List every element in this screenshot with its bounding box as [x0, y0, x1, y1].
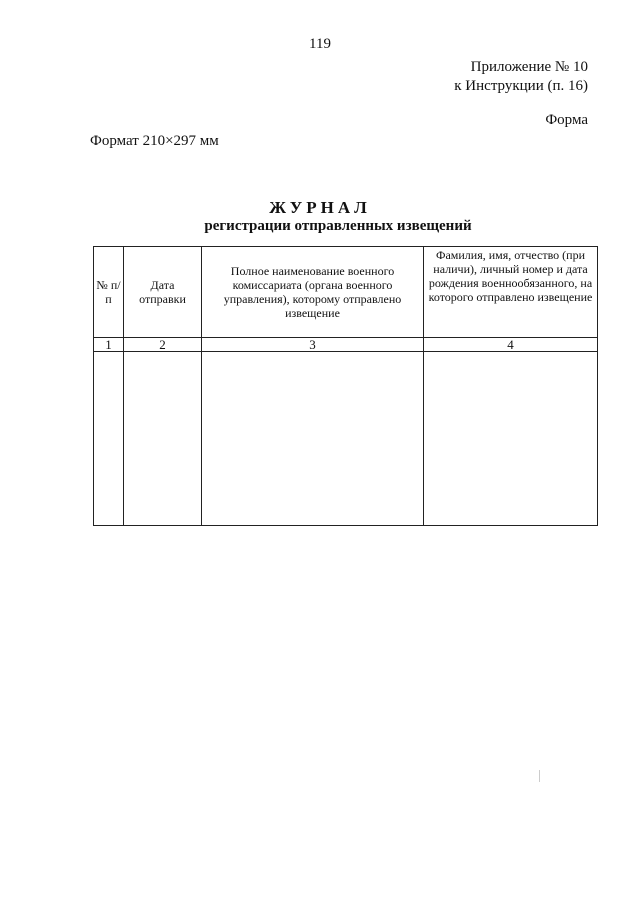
header-cell-commissariat: Полное наименование военного комиссариата (органа военного управления), которому отправлено извещение	[202, 247, 424, 338]
appendix-line-1: Приложение № 10	[470, 59, 588, 75]
column-number-1: 1	[94, 338, 124, 352]
column-number-3: 3	[202, 338, 424, 352]
header-cell-number: № п/п	[94, 247, 124, 338]
appendix-reference	[454, 58, 588, 96]
header-cell-person: Фамилия, имя, отчество (при наличи), личный номер и дата рождения военнообязанного, на которого отправлено извещение	[424, 247, 598, 338]
column-number-2: 2	[124, 338, 202, 352]
table-header-row	[94, 247, 598, 338]
table-cell	[124, 352, 202, 526]
table-numbering-row	[94, 338, 598, 352]
table-cell	[202, 352, 424, 526]
format-label: Формат 210×297 мм	[90, 133, 219, 149]
scan-artifact	[539, 770, 540, 782]
column-number-4: 4	[424, 338, 598, 352]
journal-table	[93, 246, 598, 526]
document-title: ЖУРНАЛ	[269, 198, 371, 217]
table-cell	[424, 352, 598, 526]
appendix-line-2: к Инструкции (п. 16)	[454, 78, 588, 94]
table-row	[94, 352, 598, 526]
document-subtitle: регистрации отправленных извещений	[204, 218, 472, 234]
form-label: Форма	[545, 112, 588, 128]
page-number: 119	[309, 36, 331, 52]
table-cell	[94, 352, 124, 526]
header-cell-date: Дата отправки	[124, 247, 202, 338]
